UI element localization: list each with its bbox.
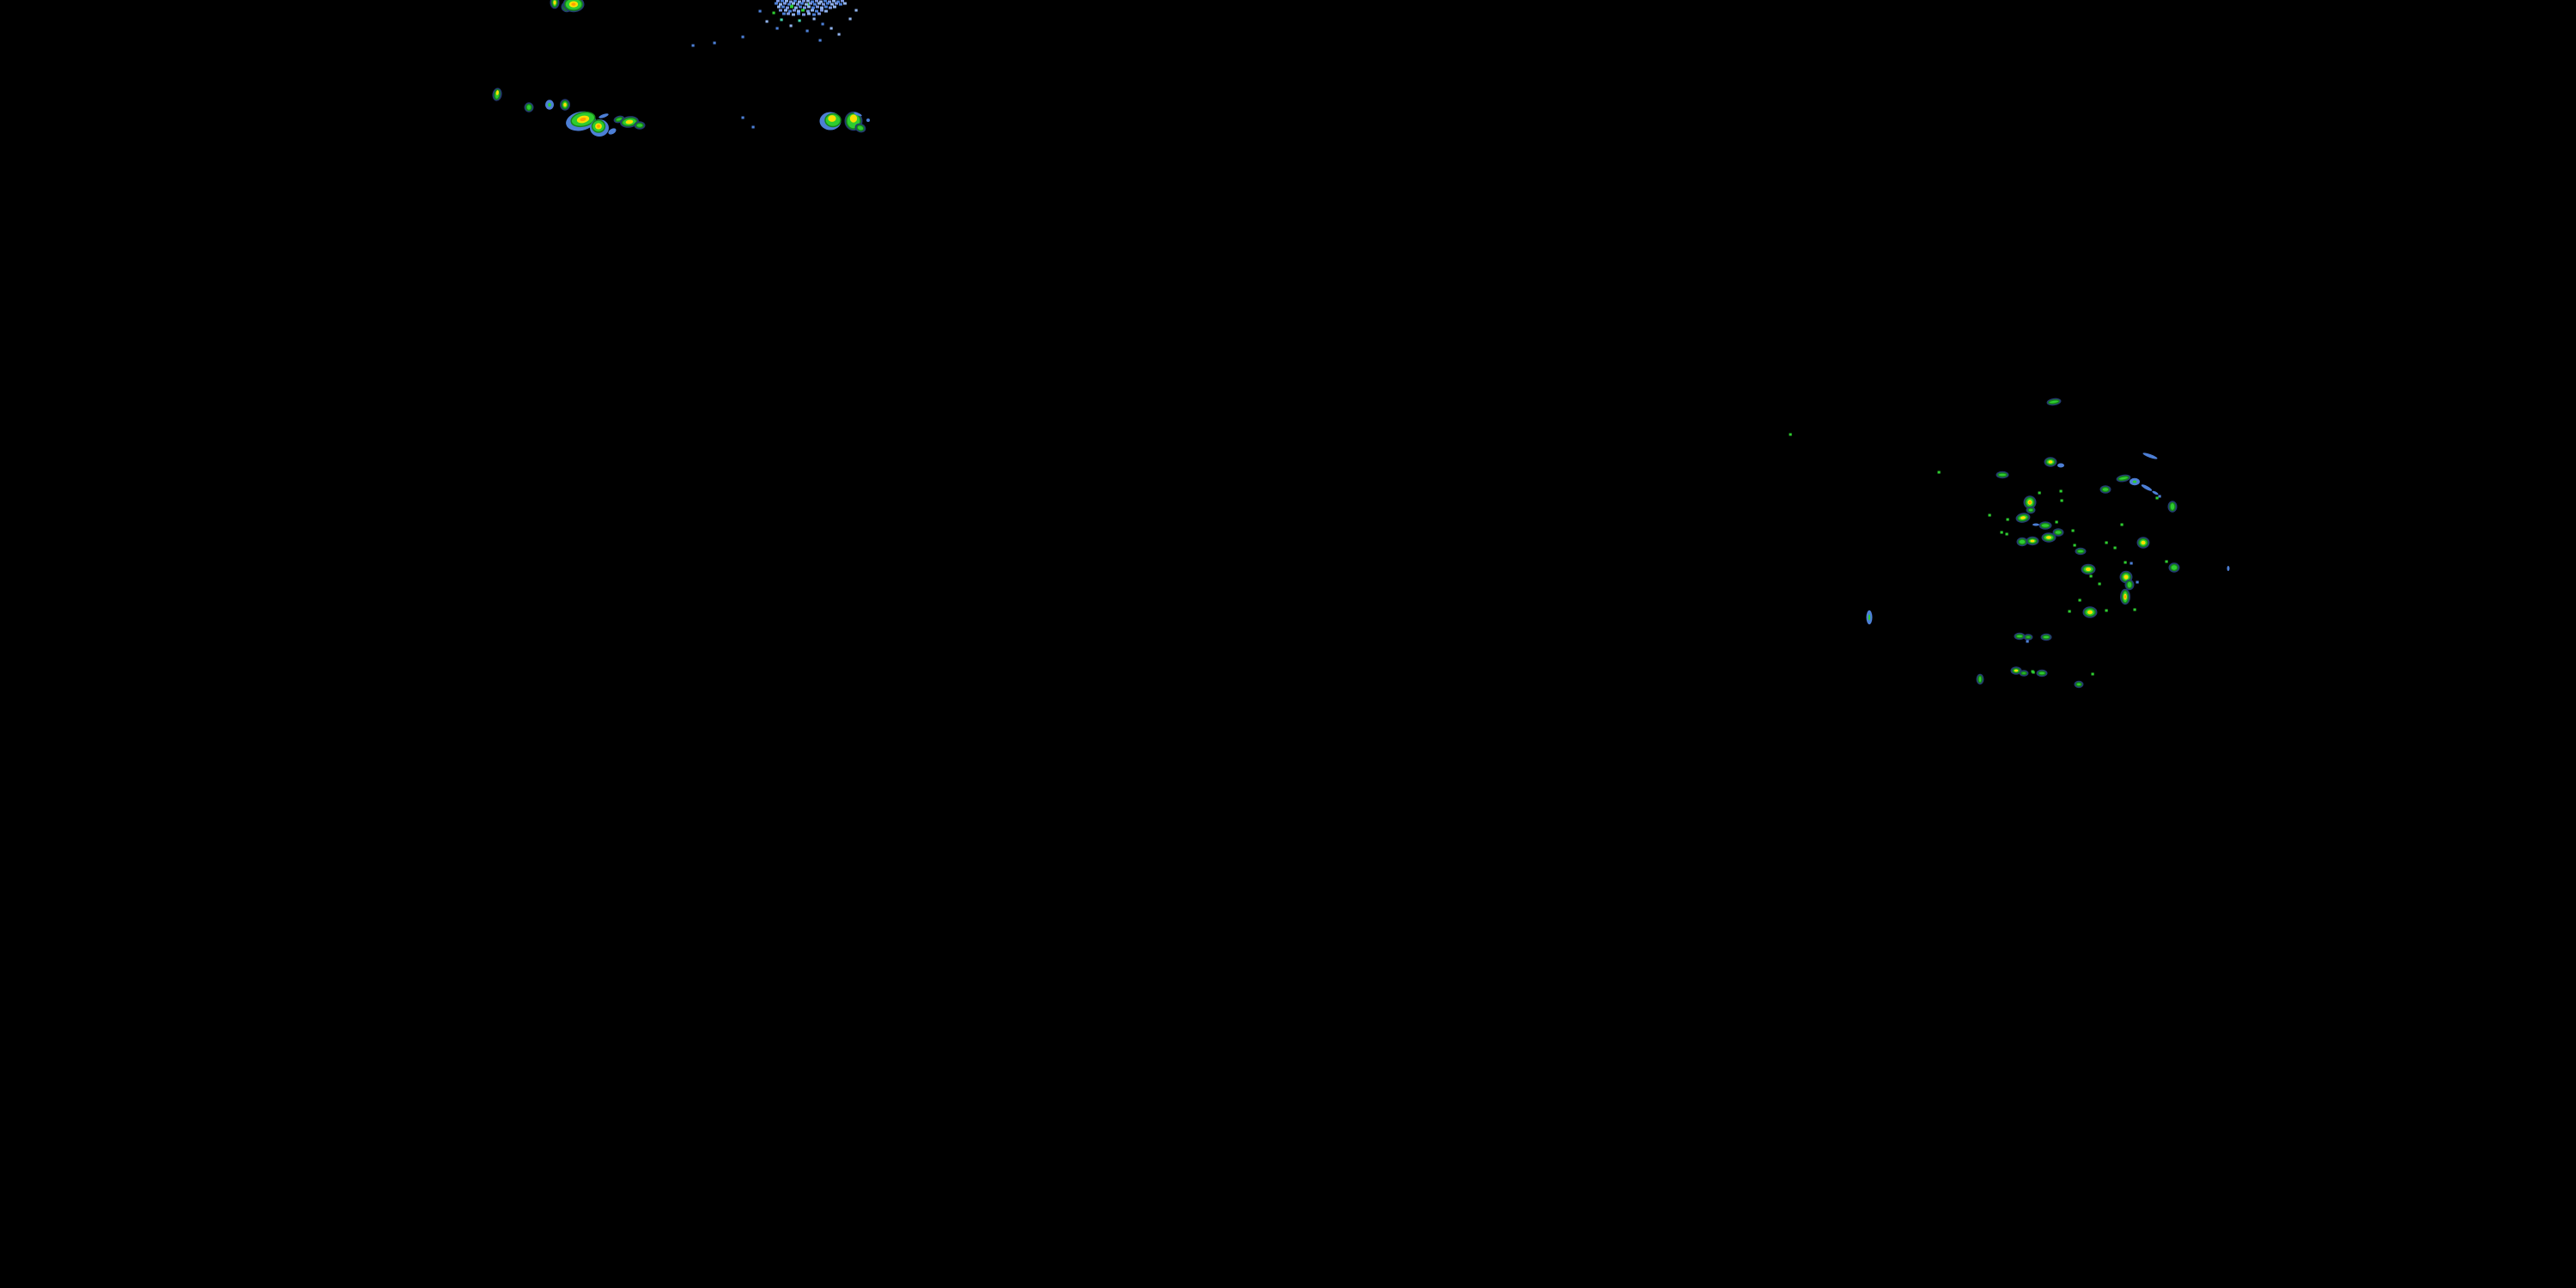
- radar-stipple-pixel: [806, 10, 810, 13]
- radar-echo-speck: [838, 33, 841, 36]
- echo-moderate-rain: [2127, 581, 2132, 588]
- echo-intense-core: [2029, 501, 2032, 504]
- radar-stipple-pixel: [812, 14, 816, 16]
- radar-stipple-pixel: [788, 10, 792, 13]
- radar-echo-speck: [2134, 609, 2136, 611]
- radar-echo-speck: [2001, 532, 2003, 534]
- radar-echo-speck: [855, 9, 858, 12]
- echo-moderate-rain: [2076, 683, 2081, 686]
- radar-echo-cell: [545, 100, 554, 109]
- radar-stipple-pixel: [803, 7, 806, 9]
- echo-moderate-rain: [2055, 531, 2062, 535]
- radar-echo-cell: [1977, 674, 1984, 684]
- radar-echo-speck: [813, 18, 816, 21]
- radar-echo-cell: [2026, 537, 2039, 545]
- echo-intense-core: [571, 3, 575, 6]
- radar-echo-speck: [822, 23, 824, 26]
- radar-echo-speck: [2092, 673, 2094, 676]
- radar-stipple-pixel: [832, 0, 835, 3]
- radar-echo-speck: [2072, 530, 2075, 532]
- radar-stipple-pixel: [797, 10, 800, 13]
- radar-echo-speck: [2074, 544, 2076, 547]
- radar-echo-speck: [2166, 561, 2168, 563]
- radar-echo-speck: [830, 27, 833, 30]
- radar-stipple-pixel: [779, 9, 782, 12]
- echo-heavy-core: [2048, 460, 2052, 464]
- radar-stipple-pixel: [826, 3, 829, 5]
- echo-heavy-core: [2030, 539, 2034, 542]
- echo-light-rain: [2057, 464, 2064, 468]
- radar-echo-speck: [776, 27, 779, 30]
- echo-heavy-core: [2014, 670, 2018, 672]
- radar-stipple-pixel: [841, 0, 844, 3]
- radar-stipple-pixel: [807, 6, 811, 9]
- radar-echo-cell: [590, 119, 609, 137]
- radar-echo-speck: [2159, 495, 2161, 498]
- radar-stipple-pixel: [811, 9, 814, 12]
- radar-echo-speck: [1989, 514, 1991, 517]
- radar-echo-speck: [2124, 562, 2127, 564]
- echo-moderate-rain: [2038, 671, 2045, 675]
- radar-stipple-pixel: [820, 9, 823, 12]
- radar-stipple-pixel: [781, 0, 784, 3]
- radar-echo-speck: [2056, 521, 2058, 524]
- radar-stipple-pixel: [816, 6, 819, 9]
- radar-stipple-pixel: [783, 3, 787, 5]
- echo-moderate-rain: [2171, 565, 2178, 571]
- radar-echo-cell: [2053, 528, 2064, 536]
- radar-stipple-pixel: [809, 3, 812, 5]
- radar-stipple-pixel: [807, 13, 811, 15]
- echo-moderate-rain: [2170, 503, 2175, 511]
- echo-moderate-rain: [2077, 550, 2084, 553]
- radar-stipple-pixel: [802, 0, 805, 3]
- echo-moderate-rain: [1998, 473, 2007, 477]
- radar-echo-speck: [2061, 500, 2063, 502]
- radar-stipple-pixel: [775, 3, 778, 5]
- radar-stipple-pixel: [777, 6, 781, 9]
- radar-stipple-pixel: [796, 3, 799, 6]
- radar-stipple-pixel: [843, 3, 847, 5]
- radar-stipple-pixel: [817, 13, 821, 15]
- radar-stipple-pixel: [781, 6, 785, 9]
- echo-intense-core: [597, 125, 600, 128]
- radar-echo-cell: [2137, 537, 2150, 548]
- echo-moderate-rain: [2102, 488, 2109, 492]
- radar-echo-speck: [759, 10, 762, 13]
- radar-stipple-pixel: [786, 7, 789, 9]
- radar-echo-cell: [2017, 538, 2028, 546]
- radar-echo-cell: [2120, 589, 2130, 605]
- radar-echo-cell: [2041, 634, 2052, 641]
- radar-echo-cell: [2168, 501, 2178, 512]
- radar-stipple-pixel: [817, 3, 821, 5]
- echo-heavy-core: [2123, 574, 2128, 579]
- radar-echo-cell: [2227, 566, 2230, 571]
- radar-echo-speck: [742, 36, 744, 39]
- radar-echo-speck: [742, 117, 744, 119]
- echo-moderate-rain: [2041, 524, 2050, 528]
- radar-stipple-pixel: [799, 6, 802, 9]
- radar-stipple-pixel: [787, 13, 790, 15]
- radar-stipple-pixel: [823, 0, 827, 3]
- radar-echo-cell: [2039, 521, 2052, 529]
- radar-echo-cell: [820, 112, 841, 131]
- radar-echo-speck: [2007, 519, 2009, 521]
- radar-echo-speck: [2069, 611, 2071, 613]
- radar-echo-cell: [1996, 471, 2009, 478]
- radar-stipple-pixel: [815, 10, 818, 13]
- radar-stipple-pixel: [787, 3, 791, 6]
- radar-stipple-pixel: [813, 3, 817, 6]
- radar-echo-speck: [781, 19, 783, 21]
- radar-echo-speck: [2130, 562, 2133, 565]
- echo-heavy-core: [2141, 541, 2145, 545]
- radar-echo-speck: [2121, 524, 2123, 526]
- radar-echo-cell: [525, 102, 534, 112]
- echo-light-rain: [2227, 566, 2230, 571]
- radar-echo-cell: [560, 99, 570, 110]
- radar-echo-speck: [2105, 542, 2108, 544]
- radar-echo-speck: [2099, 583, 2101, 586]
- echo-heavy-core: [2087, 611, 2093, 615]
- radar-echo-speck: [2032, 671, 2035, 674]
- echo-heavy-core: [828, 115, 835, 122]
- radar-echo-cell: [2169, 562, 2180, 572]
- radar-echo-cell: [866, 118, 870, 122]
- radar-stipple-pixel: [824, 10, 828, 13]
- radar-echo-cell: [2020, 670, 2029, 676]
- radar-echo-speck: [714, 42, 716, 45]
- echo-moderate-core: [2133, 481, 2137, 483]
- radar-stipple-pixel: [822, 3, 825, 6]
- echo-intense-core: [2124, 595, 2126, 598]
- radar-echo-speck: [819, 39, 822, 42]
- radar-echo-speck: [2114, 547, 2117, 550]
- radar-echo-speck: [2079, 599, 2081, 602]
- radar-echo-speck: [773, 12, 775, 15]
- radar-echo-cell: [2057, 464, 2064, 468]
- radar-stipple-pixel: [839, 3, 842, 6]
- radar-echo-speck: [2136, 581, 2139, 584]
- radar-echo-cell: [2032, 524, 2039, 526]
- radar-stipple-pixel: [776, 0, 780, 3]
- radar-stipple-pixel: [785, 0, 788, 3]
- radar-stipple-pixel: [782, 13, 786, 15]
- radar-echo-speck: [752, 126, 755, 129]
- radar-echo-cell: [635, 121, 646, 129]
- echo-moderate-rain: [2016, 635, 2023, 638]
- radar-echo-cell: [2044, 457, 2057, 466]
- radar-stipple-pixel: [797, 13, 800, 15]
- radar-stipple-pixel: [792, 3, 795, 5]
- radar-stipple-pixel: [833, 6, 836, 9]
- echo-moderate-rain: [2019, 539, 2026, 544]
- radar-echo-cell: [2083, 606, 2098, 617]
- radar-echo-cell: [2075, 681, 2084, 688]
- radar-stipple-pixel: [792, 14, 795, 16]
- echo-moderate-rain: [2021, 672, 2026, 675]
- echo-heavy-core: [2086, 568, 2091, 571]
- radar-echo-speck: [806, 30, 809, 33]
- echo-heavy-core: [563, 103, 567, 107]
- radar-echo-speck: [766, 21, 769, 23]
- radar-echo-cell: [2014, 633, 2026, 640]
- radar-stipple-pixel: [824, 6, 828, 9]
- radar-stipple-pixel: [830, 3, 834, 6]
- radar-echo-speck: [2026, 641, 2029, 643]
- radar-echo-speck: [2090, 575, 2093, 578]
- radar-echo-speck: [2105, 610, 2108, 612]
- radar-stipple-pixel: [801, 9, 805, 12]
- echo-moderate-rain: [2028, 508, 2033, 512]
- radar-echo-cell: [2026, 507, 2036, 513]
- radar-stipple-pixel: [806, 0, 810, 3]
- radar-echo-cell: [1867, 611, 1873, 624]
- echo-moderate-rain: [1978, 676, 1982, 683]
- radar-stipple-pixel: [784, 9, 787, 12]
- radar-echo-cell: [2081, 564, 2096, 574]
- radar-echo-cell: [2125, 580, 2135, 590]
- echo-moderate-rain: [636, 124, 643, 128]
- radar-echo-speck: [1789, 434, 1792, 436]
- radar-stipple-pixel: [835, 3, 838, 5]
- radar-echo-cell: [2129, 478, 2140, 485]
- radar-stipple-pixel: [793, 9, 796, 12]
- radar-echo-speck: [2156, 497, 2159, 500]
- radar-stipple-pixel: [779, 3, 782, 6]
- radar-echo-speck: [799, 20, 801, 22]
- radar-echo-speck: [849, 18, 852, 21]
- radar-echo-cell: [2100, 485, 2111, 493]
- echo-moderate-core: [1868, 615, 1870, 621]
- echo-moderate-rain: [2026, 636, 2031, 639]
- echo-moderate-rain: [526, 105, 532, 111]
- radar-stipple-pixel: [820, 7, 823, 9]
- radar-echo-speck: [790, 25, 793, 27]
- radar-echo-cell: [2037, 670, 2048, 677]
- radar-stipple-pixel: [829, 7, 832, 9]
- echo-light-rain: [866, 118, 870, 122]
- radar-echo-speck: [692, 45, 695, 47]
- radar-stipple-pixel: [790, 6, 793, 9]
- radar-echo-speck: [2060, 490, 2063, 493]
- radar-echo-speck: [2038, 492, 2041, 495]
- echo-moderate-rain: [2043, 635, 2050, 639]
- echo-heavy-core: [2046, 536, 2051, 539]
- radar-stipple-pixel: [811, 7, 815, 9]
- radar-stipple-pixel: [805, 3, 808, 6]
- radar-stipple-pixel: [793, 0, 797, 3]
- radar-echo-cell: [2024, 634, 2033, 640]
- radar-echo-speck: [2006, 533, 2008, 536]
- radar-stipple-pixel: [802, 14, 805, 16]
- radar-echo-cell: [2075, 548, 2087, 555]
- echo-light-rain: [2032, 524, 2039, 526]
- radar-stipple-pixel: [815, 0, 818, 3]
- radar-echo-speck: [1938, 471, 1941, 474]
- echo-moderate-core: [548, 103, 551, 107]
- radar-stipple-pixel: [800, 3, 804, 5]
- echo-heavy-core: [850, 114, 857, 122]
- echo-heavy-core: [553, 0, 556, 4]
- radar-stipple-pixel: [794, 7, 798, 9]
